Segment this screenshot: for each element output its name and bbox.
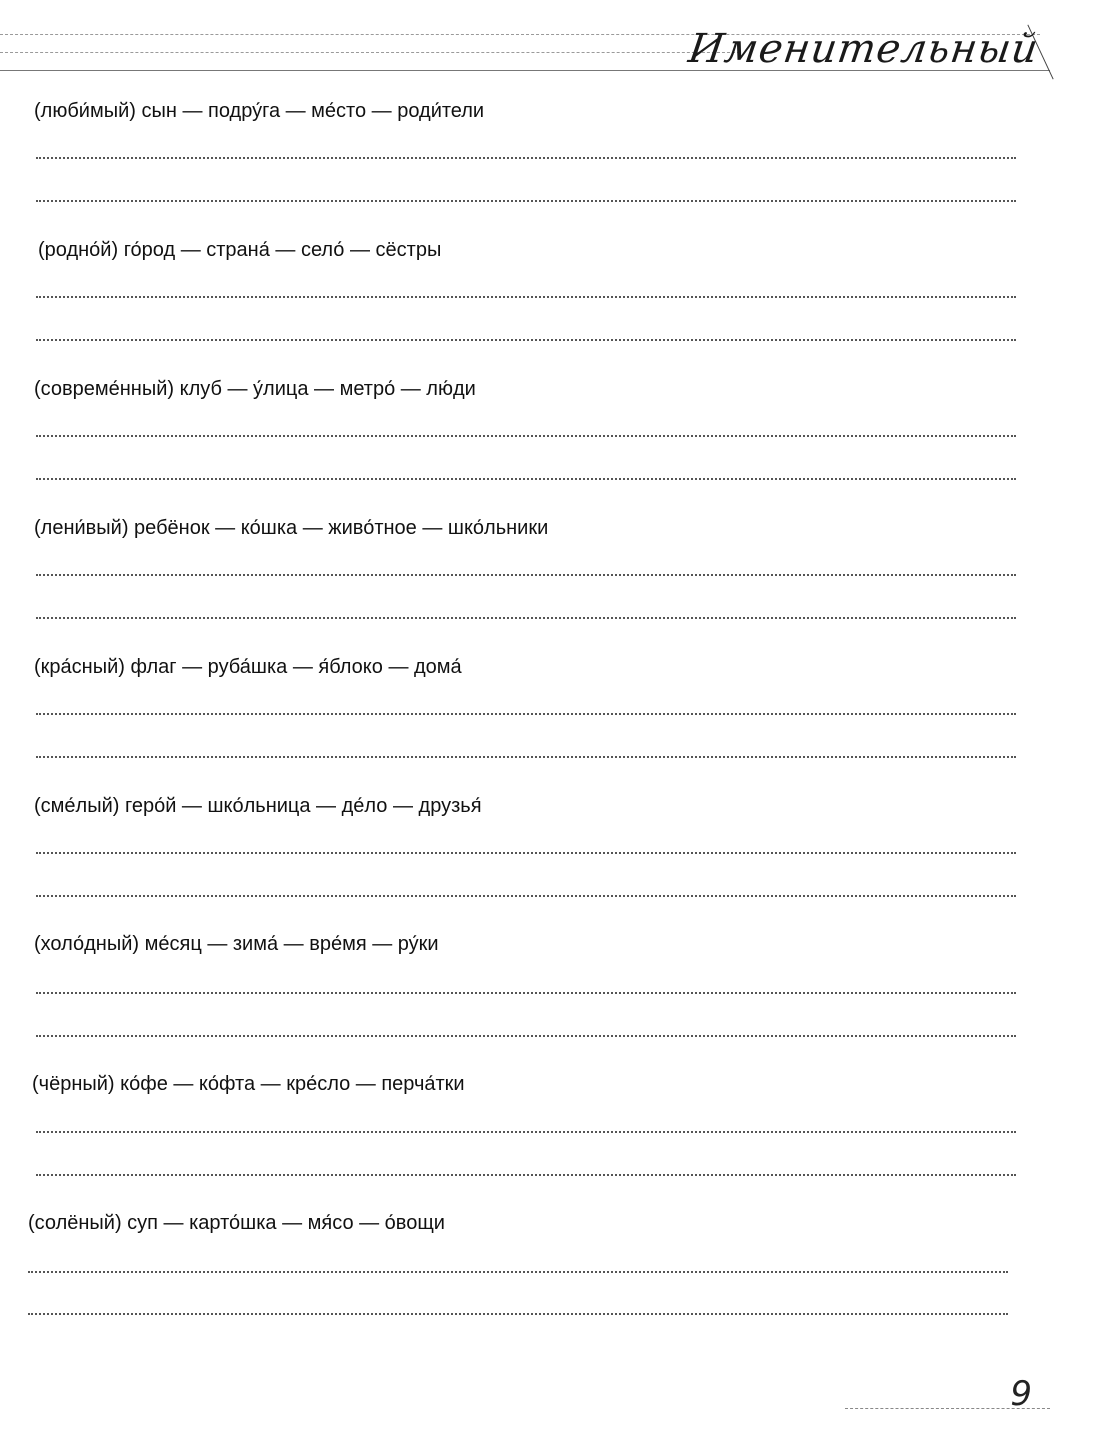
answer-line-1[interactable] bbox=[36, 1131, 1016, 1133]
exercise-prompt: (лени́вый) ребёнок — ко́шка — живо́тное — шко́льники bbox=[34, 517, 549, 539]
answer-line-2[interactable] bbox=[28, 1313, 1008, 1315]
answer-line-1[interactable] bbox=[28, 1271, 1008, 1273]
answer-line-2[interactable] bbox=[36, 756, 1016, 758]
answer-line-2[interactable] bbox=[36, 200, 1016, 202]
answer-line-1[interactable] bbox=[36, 157, 1016, 159]
exercise-prompt: (чёрный) ко́фе — ко́фта — кре́сло — перча́тки bbox=[32, 1073, 465, 1095]
answer-line-2[interactable] bbox=[36, 478, 1016, 480]
answer-line-1[interactable] bbox=[36, 713, 1016, 715]
exercise-prompt: (кра́сный) флаг — руба́шка — я́блоко — дома́ bbox=[34, 656, 462, 678]
answer-line-2[interactable] bbox=[36, 1035, 1016, 1037]
exercise-prompt: (совреме́нный) клуб — у́лица — метро́ — лю́ди bbox=[34, 378, 476, 400]
answer-line-2[interactable] bbox=[36, 339, 1016, 341]
answer-line-1[interactable] bbox=[36, 296, 1016, 298]
header-rule-middle bbox=[0, 52, 740, 53]
page-title: Именительный bbox=[685, 26, 1042, 72]
exercise-prompt: (родно́й) го́род — страна́ — село́ — сёстры bbox=[38, 239, 442, 261]
exercise-prompt: (солёный) суп — карто́шка — мя́со — о́вощи bbox=[28, 1212, 445, 1234]
answer-line-2[interactable] bbox=[36, 895, 1016, 897]
page-number: 9 bbox=[1010, 1374, 1032, 1414]
answer-line-1[interactable] bbox=[36, 992, 1016, 994]
answer-line-1[interactable] bbox=[36, 435, 1016, 437]
answer-line-1[interactable] bbox=[36, 852, 1016, 854]
answer-line-1[interactable] bbox=[36, 574, 1016, 576]
exercise-prompt: (люби́мый) сын — подру́га — ме́сто — роди́тели bbox=[34, 100, 485, 122]
exercise-prompt: (сме́лый) геро́й — шко́льница — де́ло — друзья́ bbox=[34, 795, 482, 817]
answer-line-2[interactable] bbox=[36, 617, 1016, 619]
answer-line-2[interactable] bbox=[36, 1174, 1016, 1176]
exercise-prompt: (холо́дный) ме́сяц — зима́ — вре́мя — ру́ки bbox=[34, 933, 439, 955]
